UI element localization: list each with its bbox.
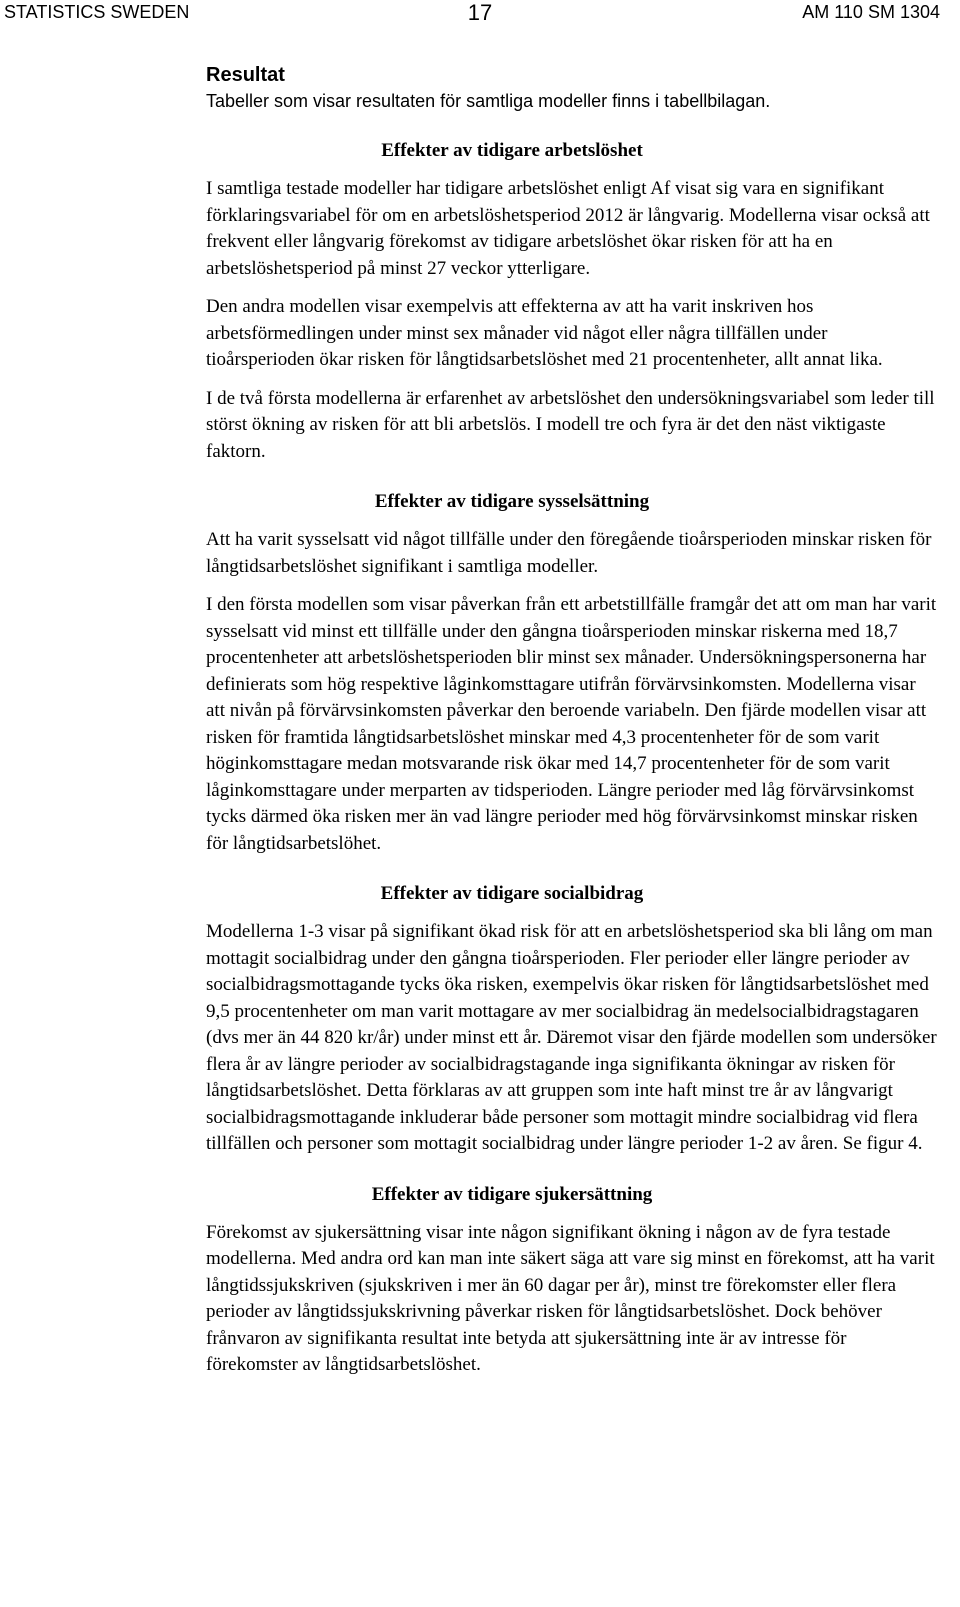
publisher-name: STATISTICS SWEDEN [4, 2, 190, 22]
paragraph: Modellerna 1-3 visar på signifikant ökad risk för att en arbetslöshetsperiod ska bli lång om man mottagit socialbidrag under den gångna tioårsperioden. Fler perioder eller längre perioder av socialbidragsmottagande tycks öka risken, exempelvis ökar risken för långtidsarbetslöshet med 9,5 procentenheter om man varit mottagare av mer socialbidrag än medelsocialbidragstagaren (dvs mer än 44 820 kr/år) under minst ett år. Däremot visar den fjärde modellen som undersöker flera år av längre perioder av socialbidragstagande inga signifikanta ökningar av risken för långtidsarbetslöshet. Detta förklaras av att gruppen som inte haft minst tre år av långvarigt socialbidragsmottagande inkluderar både personer som mottagit mindre socialbidrag vid flera tillfällen och personer som mottagit socialbidrag under längre perioder 1-2 av åren. Se figur 4. [206, 921, 937, 1154]
section-heading-sysselsattning: Effekter av tidigare sysselsättning [374, 491, 650, 512]
paragraph: Förekomst av sjukersättning visar inte någon signifikant ökning i någon av de fyra testade modellerna. Med andra ord kan man inte säkert säga att vare sig minst en förekomst, att ha varit långtidssjukskriven (sjukskriven i mer än 60 dagar per år), minst tre förekomster eller flera perioder av långtidssjukskrivning påverkar risken för långtidsarbetslöshet. Dock behöver frånvaron av signifikanta resultat inte betyda att sjukersättning inte är av intresse för förekomster av långtidsarbetslöshet. [206, 1221, 935, 1375]
paragraph: I samtliga testade modeller har tidigare arbetslöshet enligt Af visat sig vara en signifikant förklaringsvariabel för om en arbetslöshetsperiod 2012 är långvarig. Modellerna visar också att frekvent eller långvarig förekomst av tidigare arbetslöshet ökar risken för att ha en arbetslöshetsperiod på minst 27 veckor ytterligare. [206, 178, 930, 279]
paragraph: Att ha varit sysselsatt vid något tillfälle under den föregående tioårsperioden minskar risken för långtidsarbetslöshet signifikant i samtliga modeller. [206, 529, 932, 577]
paragraph: Den andra modellen visar exempelvis att effekterna av att ha varit inskriven hos arbetsförmedlingen under minst sex månader vid något eller några tillfällen under tioårsperioden ökar risken för långtidsarbetslöshet med 21 procentenheter, allt annat lika. [206, 296, 883, 370]
document-body [206, 62, 938, 1379]
report-code: AM 110 SM 1304 [802, 2, 940, 22]
result-intro: Tabeller som visar resultaten för samtliga modeller finns i tabellbilagan. [206, 91, 771, 111]
section-heading-sjukersattning: Effekter av tidigare sjukersättning [371, 1183, 653, 1205]
section-heading-arbetsloshet: Effekter av tidigare arbetslöshet [381, 140, 643, 161]
section-heading-socialbidrag: Effekter av tidigare socialbidrag [380, 883, 644, 904]
paragraph: I de två första modellerna är erfarenhet av arbetslöshet den undersökningsvariabel som leder till störst ökning av risken för att bli arbetslös. I modell tre och fyra är det den näst viktigaste faktorn. [206, 387, 935, 462]
result-heading: Resultat [206, 64, 285, 86]
paragraph: I den första modellen som visar påverkan från ett arbetstillfälle framgår det att om man har varit sysselsatt vid minst ett tillfälle under den gångna tioårsperioden minskar riskerna med 18,7 procentenheter att arbetslöshetsperioden blir minst sex månader. Undersökningspersonerna har definierats som hög respektive låginkomsttagare utifrån förvärvsinkomsten. Modellerna visar att nivån på förvärvsinkomsten påverkar den beroende variabeln. Den fjärde modellen visar att risken för framtida långtidsarbetslöshet minskar med 4,3 procentenheter för de som varit höginkomsttagare medan motsvarande risk ökar med 14,7 procentenheter för de som varit låginkomsttagare under merparten av tidsperioden. Längre perioder med låg förvärvsinkomst tycks därmed öka risken mer än vad längre perioder med hög förvärvsinkomst minskar risken för långtidsarbetslöhet. [206, 594, 937, 854]
page-number: 17 [467, 0, 493, 25]
page-header [0, 0, 960, 28]
